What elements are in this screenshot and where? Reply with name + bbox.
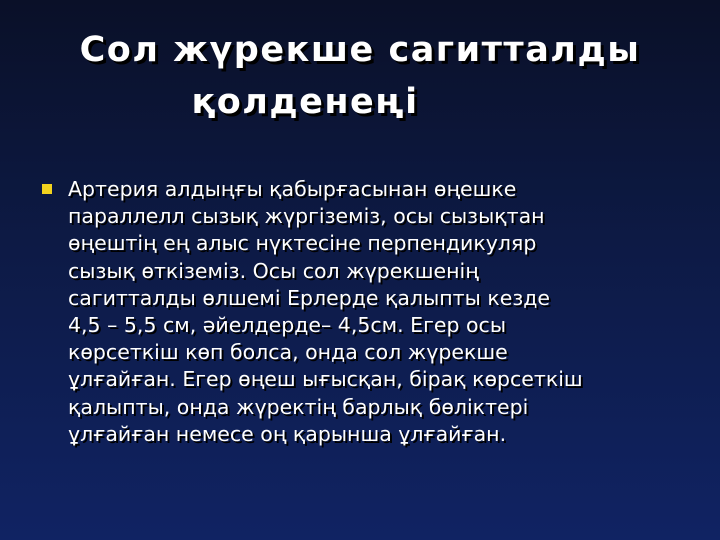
slide-title-line-2: қолденеңі [191,82,419,122]
slide-title [0,24,720,128]
bullet-line-7: көрсеткіш көп болса, онда сол жүрекше [68,340,508,365]
bullet-line-9: қалыпты, онда жүректің барлық бөліктері [68,394,529,419]
bullet-line-2: параллелл сызық жүргіземіз, осы сызықтан [68,204,545,229]
bullet-line-10: ұлғайған немесе оң қарынша ұлғайған. [68,421,507,446]
bullet-item [42,176,690,448]
bullet-line-3: өңештің ең алыс нүктесіне перпендикуляр [68,231,537,256]
bullet-line-5: сагитталды өлшемі Ерлерде қалыпты кезде [68,285,551,310]
bullet-text [68,176,688,448]
bullet-line-6: 4,5 – 5,5 см, әйелдерде– 4,5см. Егер осы [68,313,507,338]
slide-title-line-1: Сол жүрекше сагитталды [79,30,641,70]
bullet-line-4: сызық өткіземіз. Осы сол жүрекшенің [68,258,479,283]
bullet-line-8: ұлғайған. Егер өңеш ығысқан, бірақ көрсеткіш [68,367,583,392]
square-bullet-icon [42,184,52,194]
slide-content [42,176,690,448]
bullet-line-1: Артерия алдыңғы қабырғасынан өңешке [68,177,517,201]
